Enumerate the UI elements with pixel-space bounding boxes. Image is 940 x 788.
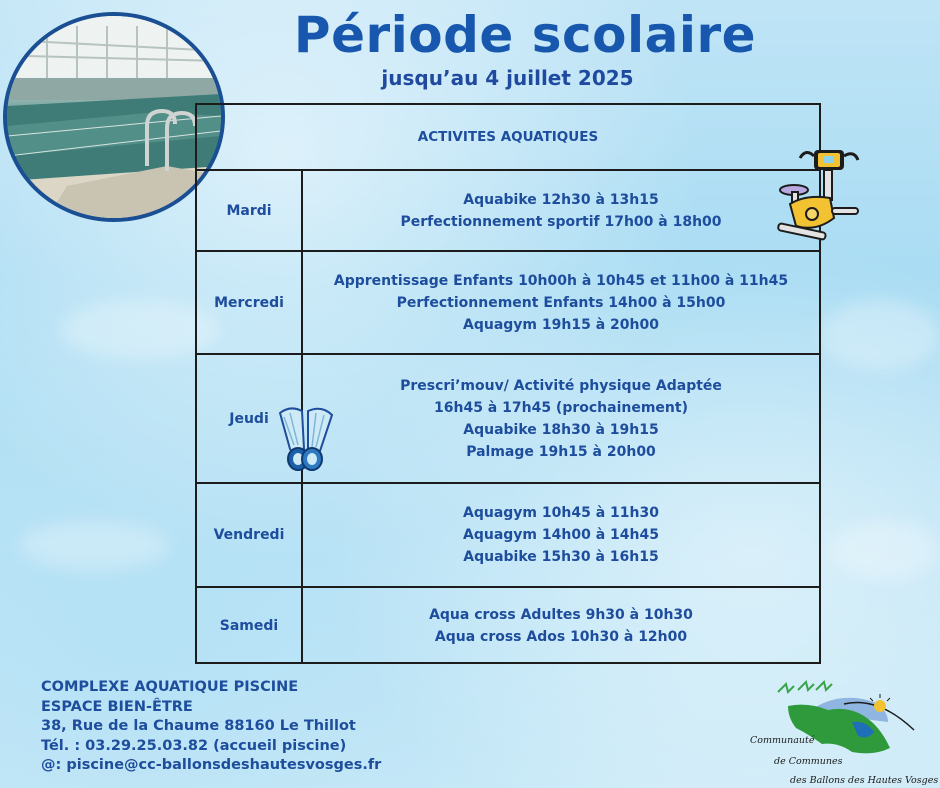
activity-line: Aquagym 14h00 à 14h45 bbox=[463, 527, 659, 543]
logo-line-1: Communauté bbox=[750, 735, 815, 746]
activity-line: Aquabike 18h30 à 19h15 bbox=[463, 421, 659, 438]
day-label: Samedi bbox=[219, 618, 279, 634]
day-label: Mardi bbox=[226, 202, 272, 219]
community-logo bbox=[748, 676, 940, 788]
activity-line: Aquabike 12h30 à 13h15 bbox=[463, 191, 659, 208]
pool-photo bbox=[3, 12, 225, 222]
activity-line: Perfectionnement sportif 17h00 à 18h00 bbox=[400, 213, 722, 230]
activity-line: Aquagym 10h45 à 11h30 bbox=[463, 505, 659, 521]
footer-line: ESPACE BIEN-ÊTRE bbox=[41, 698, 193, 715]
footer-line[interactable]: @: piscine@cc-ballonsdeshautesvosges.fr bbox=[41, 757, 382, 773]
page-title: Période scolaire bbox=[293, 6, 757, 64]
activity-list bbox=[303, 252, 819, 353]
footer-line: COMPLEXE AQUATIQUE PISCINE bbox=[41, 679, 299, 695]
aquabike-icon bbox=[776, 146, 860, 246]
page-subtitle: jusqu’au 4 juillet 2025 bbox=[381, 66, 634, 90]
activity-line: Palmage 19h15 à 20h00 bbox=[466, 443, 656, 460]
table-row bbox=[197, 250, 819, 353]
table-heading: ACTIVITES AQUATIQUES bbox=[417, 129, 599, 145]
table-row bbox=[197, 482, 819, 586]
water-ripple bbox=[820, 300, 940, 370]
water-ripple bbox=[20, 520, 170, 570]
activity-list bbox=[303, 484, 819, 586]
water-ripple bbox=[830, 520, 940, 580]
activity-line: Perfectionnement Enfants 14h00 à 15h00 bbox=[396, 294, 726, 311]
schedule-table bbox=[195, 103, 821, 664]
table-row bbox=[197, 169, 819, 250]
activity-list bbox=[303, 588, 819, 664]
table-row bbox=[197, 586, 819, 664]
activity-line: Aqua cross Adultes 9h30 à 10h30 bbox=[429, 607, 693, 623]
logo-line-2: de Communes bbox=[774, 756, 843, 767]
swim-fins-icon bbox=[276, 405, 336, 475]
activity-line: Apprentissage Enfants 10h00h à 10h45 et 11h00 à 11h45 bbox=[333, 272, 789, 289]
activity-line: Prescri’mouv/ Activité physique Adaptée bbox=[400, 377, 722, 394]
day-label: Jeudi bbox=[229, 410, 269, 427]
activity-list bbox=[303, 171, 819, 250]
contact-info bbox=[41, 678, 381, 776]
footer-line: Tél. : 03.29.25.03.82 (accueil piscine) bbox=[41, 737, 347, 754]
logo-line-3: des Ballons des Hautes Vosges bbox=[790, 775, 939, 786]
activity-line: Aquagym 19h15 à 20h00 bbox=[463, 316, 659, 333]
activity-line: 16h45 à 17h45 (prochainement) bbox=[434, 399, 688, 416]
day-label: Mercredi bbox=[214, 294, 284, 311]
activity-list bbox=[303, 355, 819, 482]
activity-line: Aqua cross Ados 10h30 à 12h00 bbox=[434, 629, 688, 645]
activity-line: Aquabike 15h30 à 16h15 bbox=[463, 549, 659, 565]
day-label: Vendredi bbox=[213, 527, 285, 543]
footer-line: 38, Rue de la Chaume 88160 Le Thillot bbox=[41, 718, 356, 734]
